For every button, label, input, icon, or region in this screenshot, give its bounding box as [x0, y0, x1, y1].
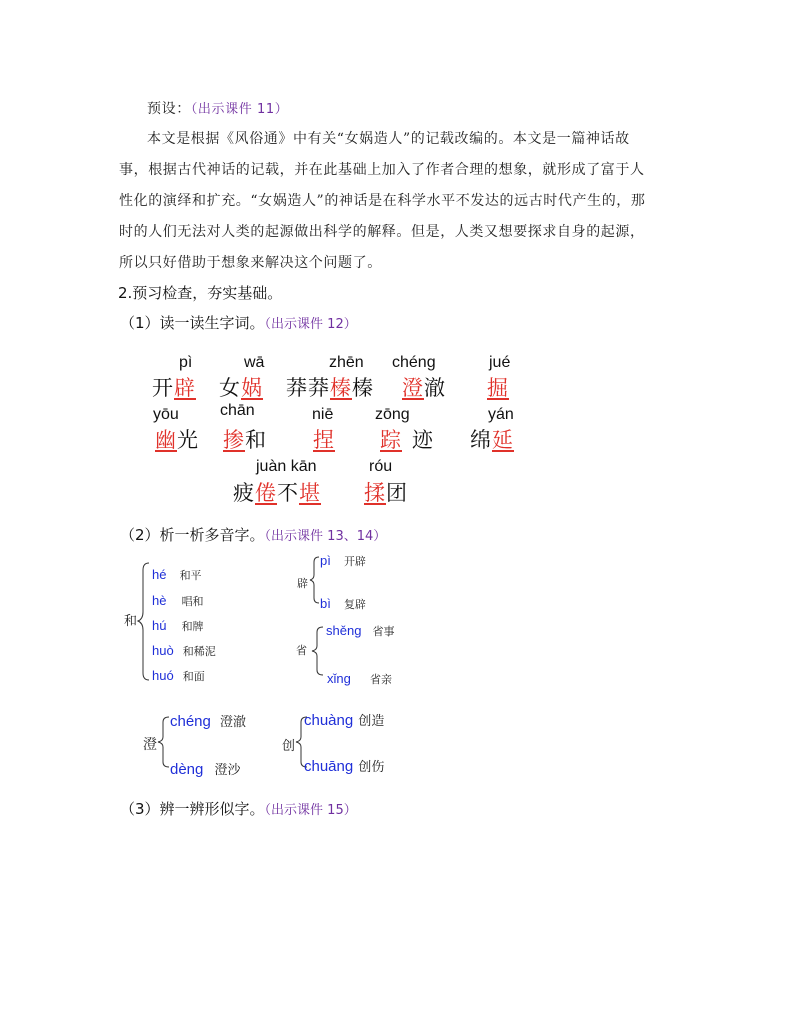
reading-item: chéng 澄澈 [170, 713, 246, 730]
part3-title-text: （3）辨一辨形似字。 [120, 800, 265, 818]
brace-icon [310, 556, 320, 604]
brace-icon [158, 716, 170, 768]
paragraph-line: 本文是根据《风俗通》中有关“女娲造人”的记载改编的。本文是一篇神话故 [147, 131, 630, 147]
pinyin: chān [220, 402, 255, 419]
brace-icon [312, 626, 324, 676]
pinyin: yán [488, 406, 514, 423]
word-item: 女娲 [219, 376, 263, 400]
word-item: 澄澈 [402, 376, 446, 400]
reading-item: shěng 省事 [326, 623, 395, 638]
word-item: 揉团 [364, 481, 408, 505]
reading-item: huò 和稀泥 [152, 643, 216, 658]
part1-ref: （出示课件 12） [264, 317, 357, 332]
pinyin: niē [312, 406, 334, 423]
word-item: 开辟 [152, 376, 196, 400]
paragraph-line: 时的人们无法对人类的起源做出科学的解释。但是，人类又想要探求自身的起源， [119, 224, 645, 240]
section2-heading: 2.预习检查，夯实基础。 [118, 284, 283, 302]
pinyin: juàn kān [256, 458, 317, 475]
pinyin: zhēn [329, 354, 364, 371]
part3-ref: （出示课件 15） [264, 803, 357, 818]
pinyin: jué [489, 354, 511, 371]
reading-item: chuàng 创造 [304, 712, 385, 729]
reading-item: huó 和面 [152, 668, 205, 683]
paragraph-line: 性化的演绎和扩充。“女娲造人”的神话是在科学水平不发达的远古时代产生的，那 [119, 193, 646, 209]
part1-title [120, 312, 357, 333]
part2-title-text: （2）析一析多音字。 [120, 526, 265, 544]
polyphone-char: 创 [282, 739, 296, 754]
brace-icon [138, 562, 150, 682]
part1-title-text: （1）读一读生字词。 [120, 314, 265, 332]
word-item: 幽光 [155, 428, 199, 452]
reading-item: pì 开辟 [320, 553, 366, 568]
word-item: 掘 [487, 376, 509, 400]
word-item: 掺和 [223, 428, 267, 452]
preset-line [147, 94, 288, 125]
polyphone-char: 辟 [297, 577, 308, 590]
preset-ref: （出示课件 11） [190, 102, 289, 117]
reading-item: dèng 澄沙 [170, 761, 241, 778]
reading-item: hú 和牌 [152, 618, 204, 633]
pinyin: wā [244, 354, 265, 371]
reading-item: xǐng 省亲 [327, 671, 392, 686]
word-item: 疲倦不堪 [233, 481, 321, 505]
part3-title [120, 798, 357, 819]
part2-ref: （出示课件 13、14） [264, 529, 387, 544]
pinyin: pì [179, 354, 193, 371]
reading-item: bì 复辟 [320, 596, 366, 611]
word-item: 绵延 [470, 428, 514, 452]
paragraph-line: 事，根据古代神话的记载，并在此基础上加入了作者合理的想象，就形成了富于人 [119, 162, 645, 178]
polyphone-char: 澄 [143, 737, 157, 753]
reading-item: hè 唱和 [152, 593, 204, 608]
part2-title [120, 524, 386, 545]
intro-paragraph [119, 124, 689, 279]
word-item: 莽莽榛榛 [286, 376, 374, 400]
preset-label: 预设： [147, 101, 191, 117]
polyphone-char: 省 [296, 644, 307, 657]
reading-item: chuāng 创伤 [304, 758, 385, 775]
pinyin: róu [369, 458, 393, 475]
polyphone-char: 和 [124, 614, 138, 629]
word-item: 踪 迹 [380, 428, 434, 452]
pinyin: yōu [153, 406, 179, 423]
paragraph-line: 所以只好借助于想象来解决这个问题了。 [119, 255, 382, 271]
pinyin: chéng [392, 354, 436, 371]
reading-item: hé 和平 [152, 567, 202, 582]
word-item: 捏 [313, 428, 335, 452]
pinyin: zōng [375, 406, 410, 423]
